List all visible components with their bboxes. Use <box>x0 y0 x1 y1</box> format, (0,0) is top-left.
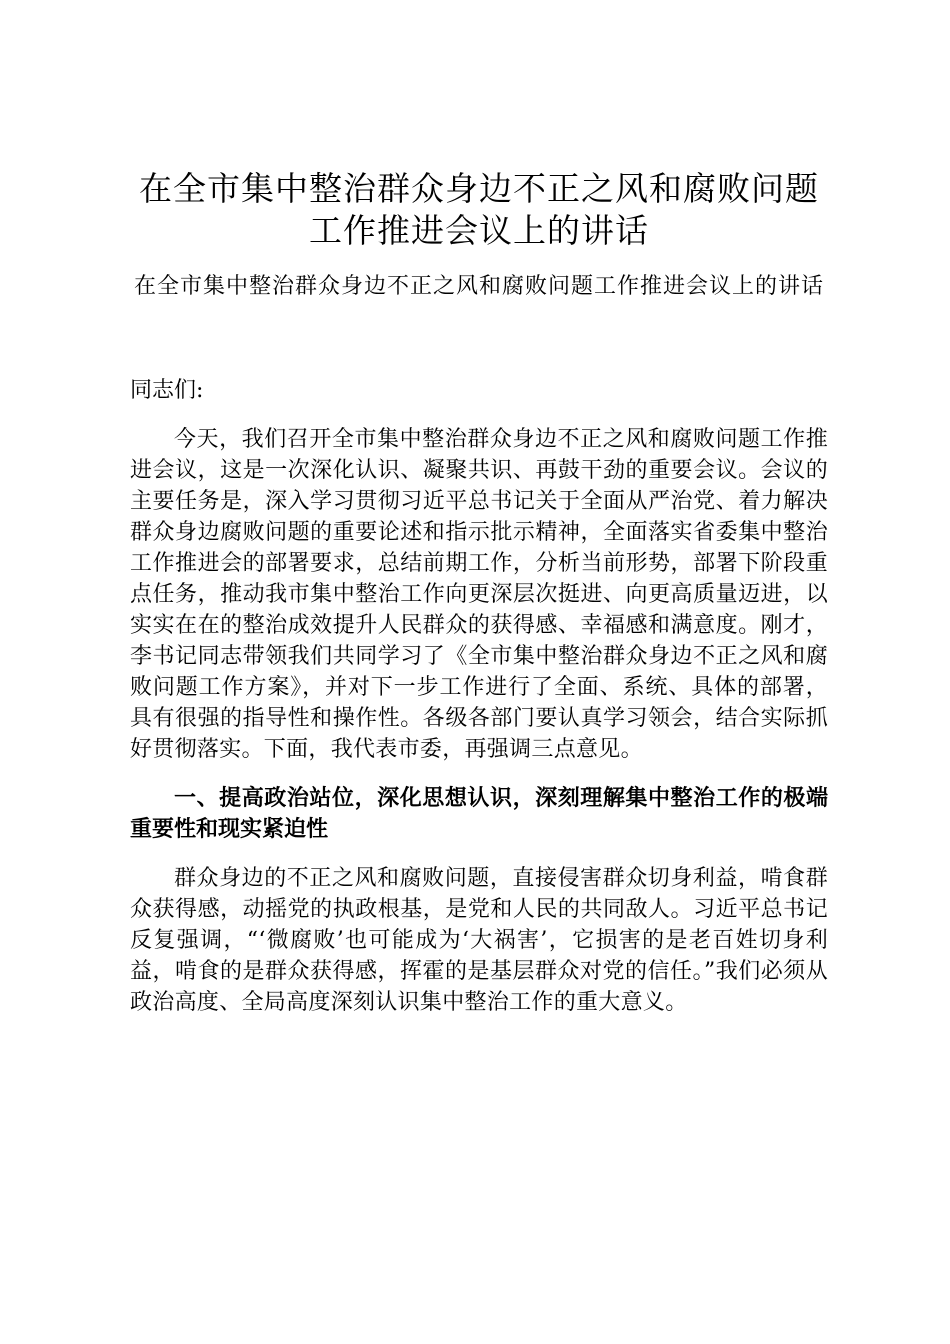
title-line-1: 在全市集中整治群众身边不正之风和腐败问题 <box>139 169 819 208</box>
document-subtitle: 在全市集中整治群众身边不正之风和腐败问题工作推进会议上的讲话 <box>133 274 824 299</box>
section-heading-1: 一、提高政治站位，深化思想认识，深刻理解集中整治工作的极端重要性和现实紧迫性 <box>130 786 828 842</box>
document-title <box>130 168 828 252</box>
title-line-2: 工作推进会议上的讲话 <box>309 211 649 250</box>
paragraph-1: 今天，我们召开全市集中整治群众身边不正之风和腐败问题工作推进会议，这是一次深化认识、凝聚共识、再鼓干劲的重要会议。会议的主要任务是，深入学习贯彻习近平总书记关于全面从严治党、着力解决群众身边腐败问题的重要论述和指示批示精神，全面落实省委集中整治工作推进会的部署要求，总结前期工作，分析当前形势，部署下阶段重点任务，推动我市集中整治工作向更深层次挺进、向更高质量迈进，以实实在在的整治成效提升人民群众的获得感、幸福感和满意度。刚才，李书记同志带领我们共同学习了《全市集中整治群众身边不正之风和腐败问题工作方案》，并对下一步工作进行了全面、系统、具体的部署，具有很强的指导性和操作性。各级各部门要认真学习领会，结合实际抓好贯彻落实。下面，我代表市委，再强调三点意见。 <box>130 427 828 762</box>
document-page <box>130 168 828 1018</box>
paragraph-2: 群众身边的不正之风和腐败问题，直接侵害群众切身利益，啃食群众获得感，动摇党的执政根基，是党和人民的共同敌人。习近平总书记反复强调，“‘微腐败’也可能成为‘大祸害’，它损害的是老百姓切身利益，啃食的是群众获得感，挥霍的是基层群众对党的信任。”我们必须从政治高度、全局高度深刻认识集中整治工作的重大意义。 <box>130 866 828 1015</box>
salutation: 同志们: <box>130 378 204 403</box>
